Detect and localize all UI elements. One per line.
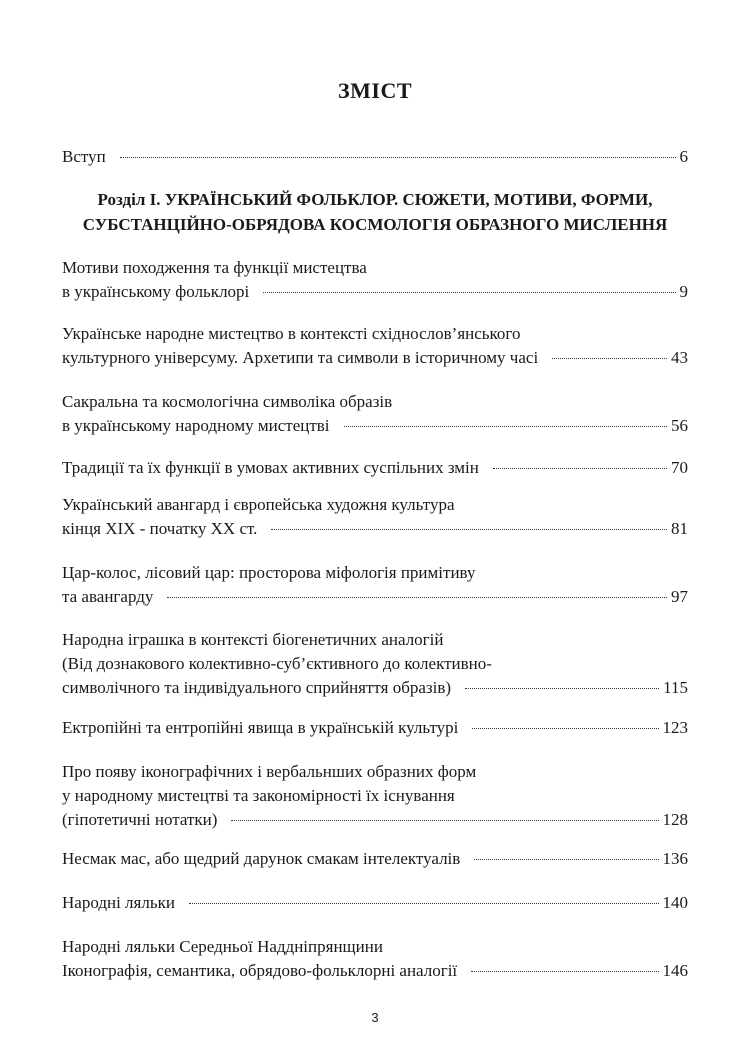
toc-page-number: 140	[662, 893, 688, 912]
toc-line	[62, 585, 688, 609]
toc-line	[62, 346, 688, 370]
toc-entry	[62, 716, 688, 740]
dot-leader	[167, 597, 667, 598]
toc-page-number: 115	[663, 678, 688, 697]
toc-page-number: 43	[671, 348, 688, 367]
toc-entry-text-line: Цар-колос, лісовий цар: просторова міфологія примітиву	[62, 563, 476, 582]
toc-page-number: 146	[662, 961, 688, 980]
toc-entry	[62, 935, 688, 983]
dot-leader	[120, 157, 676, 158]
toc-entry-text: кінця ХІХ - початку ХХ ст.	[62, 519, 258, 538]
toc-entry-text: (гіпотетичні нотатки)	[62, 810, 218, 829]
toc-entry	[62, 760, 688, 832]
toc-entry-text: та авангарду	[62, 587, 154, 606]
toc-entry-text-line: у народному мистецтві та закономірності їх існування	[62, 786, 455, 805]
toc-entry-text-line: Про появу іконографічних і вербальнших образних форм	[62, 762, 477, 781]
toc-entry	[62, 891, 688, 915]
toc-line	[62, 145, 688, 169]
toc-entry-text: Несмак мас, або щедрий дарунок смакам інтелектуалів	[62, 849, 461, 868]
dot-leader	[189, 903, 659, 904]
toc-page-number: 9	[679, 282, 688, 301]
footer-page-number: 3	[371, 1010, 379, 1025]
dot-leader	[552, 358, 667, 359]
toc-entry-text: в українському фольклорі	[62, 282, 250, 301]
toc-entry-text: Вступ	[62, 147, 106, 166]
toc-entry-text-line: Український авангард і європейська художня культура	[62, 495, 455, 514]
toc-page-number: 128	[662, 810, 688, 829]
section-heading	[40, 187, 710, 237]
toc-line	[62, 891, 688, 915]
toc-entry-text-line: Мотиви походження та функції мистецтва	[62, 258, 367, 277]
dot-leader	[271, 529, 667, 530]
toc-entry-text-line: Українське народне мистецтво в контексті східнослов’янського	[62, 324, 521, 343]
dot-leader	[344, 426, 667, 427]
page-title: ЗМІСТ	[338, 78, 412, 103]
toc-page-number: 6	[679, 147, 688, 166]
toc-entry	[62, 256, 688, 304]
dot-leader	[474, 859, 658, 860]
toc-entry-text-line: Народна іграшка в контексті біогенетичних аналогій	[62, 630, 444, 649]
toc-entry-text: Іконографія, семантика, обрядово-фольклорні аналогії	[62, 961, 458, 980]
toc-entry-text: культурного універсуму. Архетипи та символи в історичному часі	[62, 348, 539, 367]
toc-line	[62, 456, 688, 480]
toc-entry-text: символічного та індивідуального сприйняття образів)	[62, 678, 452, 697]
section-heading-line-1: Розділ І. УКРАЇНСЬКИЙ ФОЛЬКЛОР. СЮЖЕТИ, МОТИВИ, ФОРМИ,	[97, 190, 653, 209]
toc-line	[62, 959, 688, 983]
toc-entry-text: Ектропійні та ентропійні явища в українській культурі	[62, 718, 459, 737]
toc-page-number: 123	[662, 718, 688, 737]
dot-leader	[493, 468, 667, 469]
dot-leader	[263, 292, 675, 293]
dot-leader	[465, 688, 659, 689]
toc-line	[62, 280, 688, 304]
toc-page-number: 81	[671, 519, 688, 538]
toc-entry-intro	[62, 145, 688, 169]
toc-page-number: 97	[671, 587, 688, 606]
toc-entry-text: Народні ляльки	[62, 893, 175, 912]
dot-leader	[471, 971, 658, 972]
toc-entry	[62, 561, 688, 609]
toc-line	[62, 847, 688, 871]
toc-entry	[62, 322, 688, 370]
toc-entry	[62, 628, 688, 700]
toc-page-number: 70	[671, 458, 688, 477]
toc-line	[62, 808, 688, 832]
toc-line	[62, 716, 688, 740]
toc-page-number: 56	[671, 416, 688, 435]
toc-entry-text: Традиції та їх функції в умовах активних суспільних змін	[62, 458, 479, 477]
toc-entry	[62, 847, 688, 871]
toc-entry-text-line: Сакральна та космологічна символіка образів	[62, 392, 393, 411]
toc-page-number: 136	[662, 849, 688, 868]
toc-entry	[62, 390, 688, 438]
dot-leader	[472, 728, 658, 729]
toc-entry	[62, 456, 688, 480]
section-heading-line-2: СУБСТАНЦІЙНО-ОБРЯДОВА КОСМОЛОГІЯ ОБРАЗНОГО МИСЛЕННЯ	[82, 215, 668, 234]
toc-entry-text-line: Народні ляльки Середньої Наддніпрянщини	[62, 937, 383, 956]
toc-line	[62, 676, 688, 700]
dot-leader	[231, 820, 658, 821]
toc-entry	[62, 493, 688, 541]
toc-entry-text-line: (Від дознакового колективно-суб’єктивного до колективно-	[62, 654, 492, 673]
toc-line	[62, 517, 688, 541]
toc-entry-text: в українському народному мистецтві	[62, 416, 330, 435]
toc-line	[62, 414, 688, 438]
